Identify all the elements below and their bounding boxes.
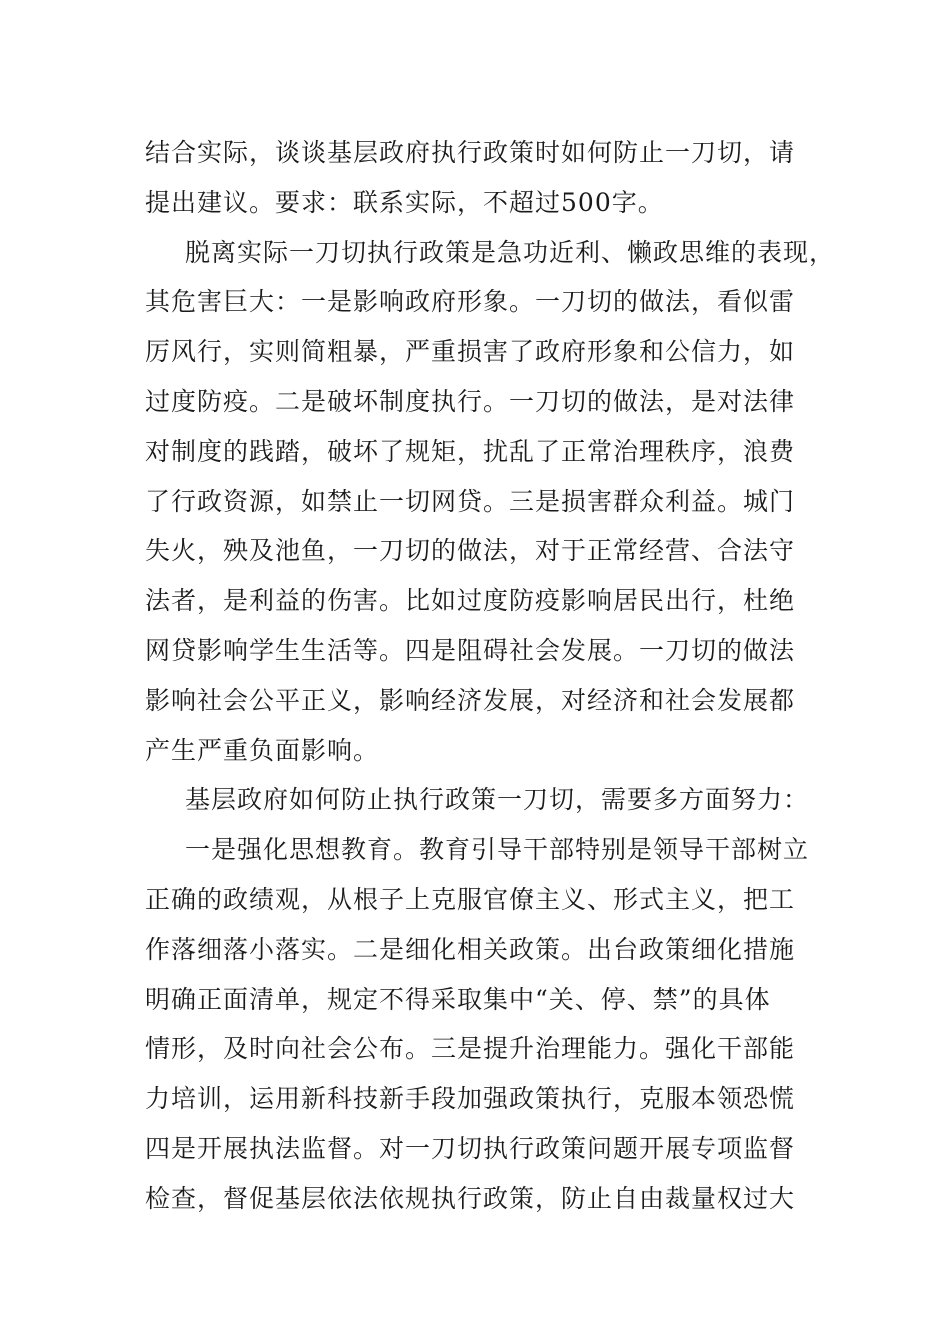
text-line-15: 一是强化思想教育。教育引导干部特别是领导干部树立 (185, 835, 810, 865)
text-line-2: 提出建议。要求：联系实际，不超过500字。 (145, 187, 664, 217)
text-line-21: 四是开展执法监督。对一刀切执行政策问题开展专项监督 (145, 1133, 796, 1163)
text-line-18: 明确正面清单，规定不得采取集中“关、停、禁”的具体 (145, 984, 771, 1014)
text-line-20: 力培训，运用新科技新手段加强政策执行，克服本领恐慌 (145, 1084, 796, 1114)
text-line-11: 网贷影响学生生活等。四是阻碍社会发展。一刀切的做法 (145, 635, 796, 665)
text-line-9: 失火，殃及池鱼，一刀切的做法，对于正常经营、合法守 (145, 536, 796, 566)
essay-text (145, 128, 835, 1224)
text-line-19: 情形，及时向社会公布。三是提升治理能力。强化干部能 (145, 1034, 796, 1064)
text-line-13: 产生严重负面影响。 (145, 735, 380, 765)
text-line-12: 影响社会公平正义，影响经济发展，对经济和社会发展都 (145, 685, 796, 715)
text-line-14: 基层政府如何防止执行政策一刀切，需要多方面努力： (185, 785, 810, 815)
text-line-6: 过度防疫。二是破坏制度执行。一刀切的做法，是对法律 (145, 386, 796, 416)
text-line-16: 正确的政绩观，从根子上克服官僚主义、形式主义，把工 (145, 884, 796, 914)
text-line-7: 对制度的践踏，破坏了规矩，扰乱了正常治理秩序，浪费 (145, 436, 796, 466)
text-line-3: 脱离实际一刀切执行政策是急功近利、懒政思维的表现， (185, 237, 836, 267)
text-line-22: 检查，督促基层依法依规执行政策，防止自由裁量权过大 (145, 1183, 796, 1213)
text-line-4: 其危害巨大：一是影响政府形象。一刀切的做法，看似雷 (145, 287, 796, 317)
text-line-17: 作落细落小落实。二是细化相关政策。出台政策细化措施 (145, 934, 796, 964)
text-line-1: 结合实际，谈谈基层政府执行政策时如何防止一刀切，请 (145, 138, 796, 167)
text-line-10: 法者，是利益的伤害。比如过度防疫影响居民出行，杜绝 (145, 586, 796, 616)
text-line-5: 厉风行，实则简粗暴，严重损害了政府形象和公信力，如 (145, 337, 796, 367)
text-line-8: 了行政资源，如禁止一切网贷。三是损害群众利益。城门 (145, 486, 796, 516)
